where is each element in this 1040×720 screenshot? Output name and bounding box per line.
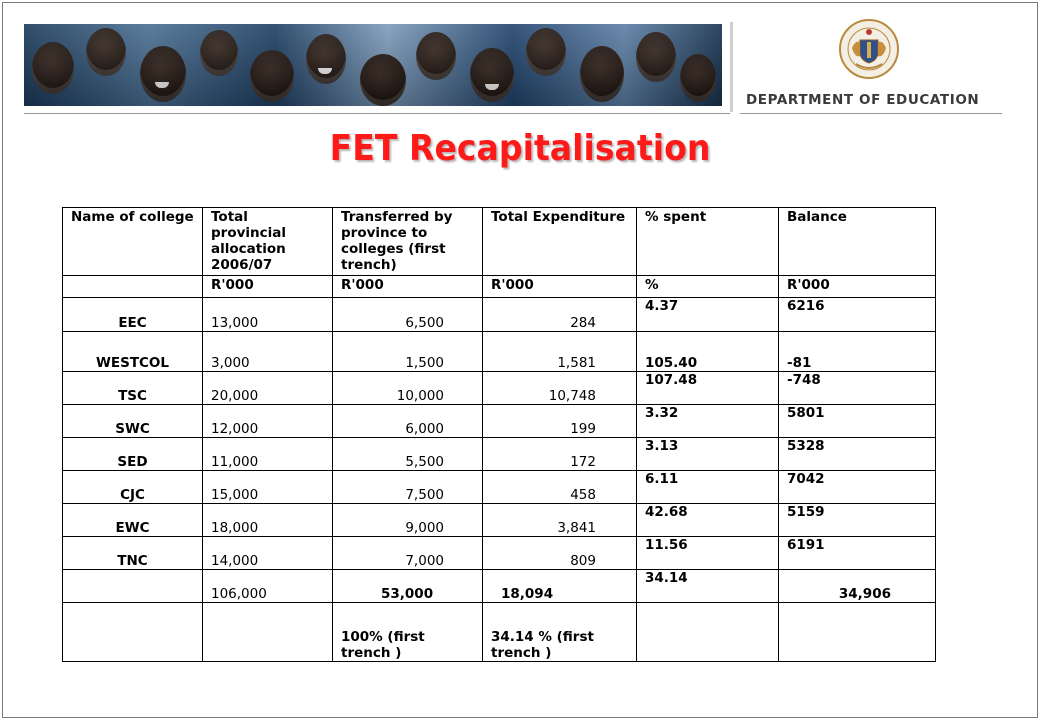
- allocation-table: [62, 207, 936, 662]
- transferred-cell: 9,000: [333, 504, 483, 537]
- footer-empty-cell: [63, 603, 203, 662]
- college-name: SED: [63, 438, 203, 471]
- total-balance-cell: 34,906: [779, 570, 936, 603]
- footer-empty-cell: [203, 603, 333, 662]
- percent-spent-cell: 4.37: [637, 298, 779, 332]
- percent-spent-cell: 107.48: [637, 372, 779, 405]
- table-units-row: [63, 276, 936, 298]
- college-name: SWC: [63, 405, 203, 438]
- header-divider: [730, 22, 733, 112]
- footer-expenditure-note: 34.14 % (first trench ): [483, 603, 637, 662]
- header-rule-right: [740, 113, 1002, 114]
- unit-cell: R'000: [779, 276, 936, 298]
- percent-spent-cell: 3.32: [637, 405, 779, 438]
- balance-cell: -748: [779, 372, 936, 405]
- page-title: FET Recapitalisation: [329, 128, 711, 169]
- header-transferred: Transferred by province to colleges (first trench): [333, 208, 483, 276]
- allocation-cell: 15,000: [203, 471, 333, 504]
- footer-transferred-note: 100% (first trench ): [333, 603, 483, 662]
- unit-cell: R'000: [483, 276, 637, 298]
- table-row: [63, 405, 936, 438]
- balance-cell: 5328: [779, 438, 936, 471]
- footer-empty-cell: [637, 603, 779, 662]
- balance-cell: 5801: [779, 405, 936, 438]
- expenditure-cell: 1,581: [483, 332, 637, 372]
- expenditure-cell: 458: [483, 471, 637, 504]
- total-expenditure-cell: 18,094: [483, 570, 637, 603]
- transferred-cell: 6,500: [333, 298, 483, 332]
- table-row: [63, 537, 936, 570]
- transferred-cell: 7,500: [333, 471, 483, 504]
- table-row: [63, 504, 936, 537]
- balance-cell: -81: [779, 332, 936, 372]
- transferred-cell: 6,000: [333, 405, 483, 438]
- expenditure-cell: 284: [483, 298, 637, 332]
- table-row: [63, 471, 936, 504]
- transferred-cell: 7,000: [333, 537, 483, 570]
- total-allocation-cell: 106,000: [203, 570, 333, 603]
- allocation-cell: 18,000: [203, 504, 333, 537]
- total-label-cell: [63, 570, 203, 603]
- percent-spent-cell: 42.68: [637, 504, 779, 537]
- college-name: TNC: [63, 537, 203, 570]
- expenditure-cell: 10,748: [483, 372, 637, 405]
- allocation-cell: 20,000: [203, 372, 333, 405]
- header-name-of-college: Name of college: [63, 208, 203, 276]
- allocation-cell: 13,000: [203, 298, 333, 332]
- unit-cell: %: [637, 276, 779, 298]
- table-header-row: [63, 208, 936, 276]
- unit-cell: [63, 276, 203, 298]
- allocation-cell: 11,000: [203, 438, 333, 471]
- table-row: [63, 438, 936, 471]
- allocation-cell: 3,000: [203, 332, 333, 372]
- transferred-cell: 5,500: [333, 438, 483, 471]
- transferred-cell: 1,500: [333, 332, 483, 372]
- unit-cell: R'000: [203, 276, 333, 298]
- unit-cell: R'000: [333, 276, 483, 298]
- expenditure-cell: 809: [483, 537, 637, 570]
- college-name: TSC: [63, 372, 203, 405]
- college-name: EWC: [63, 504, 203, 537]
- balance-cell: 5159: [779, 504, 936, 537]
- crowd-photo-banner: [24, 24, 722, 106]
- college-name: EEC: [63, 298, 203, 332]
- balance-cell: 7042: [779, 471, 936, 504]
- college-name: CJC: [63, 471, 203, 504]
- gauteng-coat-of-arms-icon: [838, 18, 900, 84]
- allocation-cell: 14,000: [203, 537, 333, 570]
- allocation-cell: 12,000: [203, 405, 333, 438]
- college-name: WESTCOL: [63, 332, 203, 372]
- department-name: DEPARTMENT OF EDUCATION: [746, 92, 980, 108]
- footer-empty-cell: [779, 603, 936, 662]
- expenditure-cell: 199: [483, 405, 637, 438]
- header-total-allocation: Total provincial allocation 2006/07: [203, 208, 333, 276]
- table-row: [63, 298, 936, 332]
- transferred-cell: 10,000: [333, 372, 483, 405]
- header-rule-left: [24, 113, 730, 114]
- expenditure-cell: 172: [483, 438, 637, 471]
- total-transferred-cell: 53,000: [333, 570, 483, 603]
- balance-cell: 6191: [779, 537, 936, 570]
- expenditure-cell: 3,841: [483, 504, 637, 537]
- percent-spent-cell: 6.11: [637, 471, 779, 504]
- table-row: [63, 332, 936, 372]
- balance-cell: 6216: [779, 298, 936, 332]
- total-percent-spent-cell: 34.14: [637, 570, 779, 603]
- percent-spent-cell: 105.40: [637, 332, 779, 372]
- percent-spent-cell: 11.56: [637, 537, 779, 570]
- header-balance: Balance: [779, 208, 936, 276]
- header-total-expenditure: Total Expenditure: [483, 208, 637, 276]
- table-footer-row: [63, 603, 936, 662]
- header-percent-spent: % spent: [637, 208, 779, 276]
- table-total-row: [63, 570, 936, 603]
- percent-spent-cell: 3.13: [637, 438, 779, 471]
- table-row: [63, 372, 936, 405]
